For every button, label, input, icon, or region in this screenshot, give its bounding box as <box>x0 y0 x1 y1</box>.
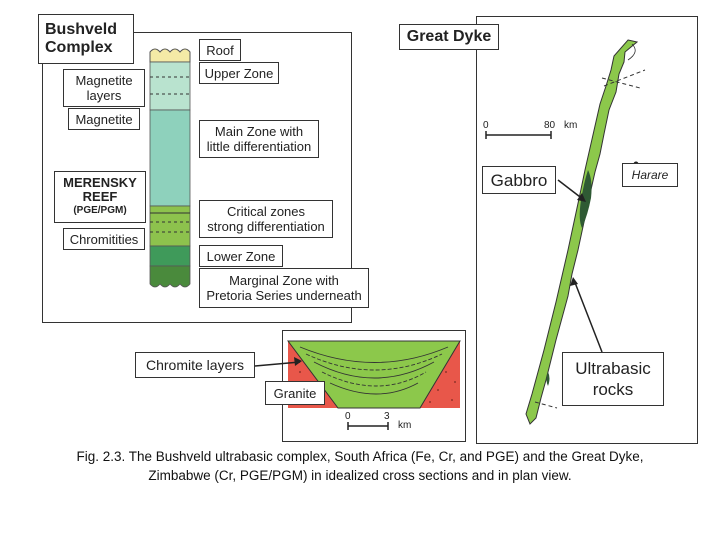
cs-scale-end: 3 <box>384 411 390 422</box>
label-critical-zones: Critical zones strong differentiation <box>199 200 333 238</box>
merensky-title: MERENSKY REEF <box>63 175 137 204</box>
label-granite: Granite <box>265 381 325 405</box>
merensky-sub: (PGE/PGM) <box>73 205 127 216</box>
gd-scale-start: 0 <box>483 120 489 131</box>
figure-caption: Fig. 2.3. The Bushveld ultrabasic complex, South Africa (Fe, Cr, and PGE) and the Great Dyke, Zimbabwe (Cr, PGE/PGM) in idealized cross sections and in plan view. <box>76 449 644 483</box>
gd-scale-end: 80 <box>544 120 556 131</box>
label-main-zone: Main Zone with little differentiation <box>199 120 319 158</box>
label-harare: Harare <box>622 163 678 187</box>
label-chromitites: Chromitities <box>63 228 145 250</box>
label-ultrabasic-rocks: Ultrabasic rocks <box>562 352 664 406</box>
label-upper-zone: Upper Zone <box>199 62 279 84</box>
label-chromite-layers: Chromite layers <box>135 352 255 378</box>
bushveld-title: Bushveld Complex <box>38 14 134 64</box>
label-lower-zone: Lower Zone <box>199 245 283 267</box>
cs-scale-unit: km <box>398 420 412 431</box>
gd-scale-unit: km <box>564 120 578 131</box>
label-gabbro: Gabbro <box>482 166 556 194</box>
label-magnetite-layers: Magnetite layers <box>63 69 145 107</box>
cs-scale-start: 0 <box>345 411 351 422</box>
label-marginal-zone: Marginal Zone with Pretoria Series underneath <box>199 268 369 308</box>
great-dyke-title: Great Dyke <box>399 24 499 50</box>
label-magnetite: Magnetite <box>68 108 140 130</box>
label-roof: Roof <box>199 39 241 61</box>
